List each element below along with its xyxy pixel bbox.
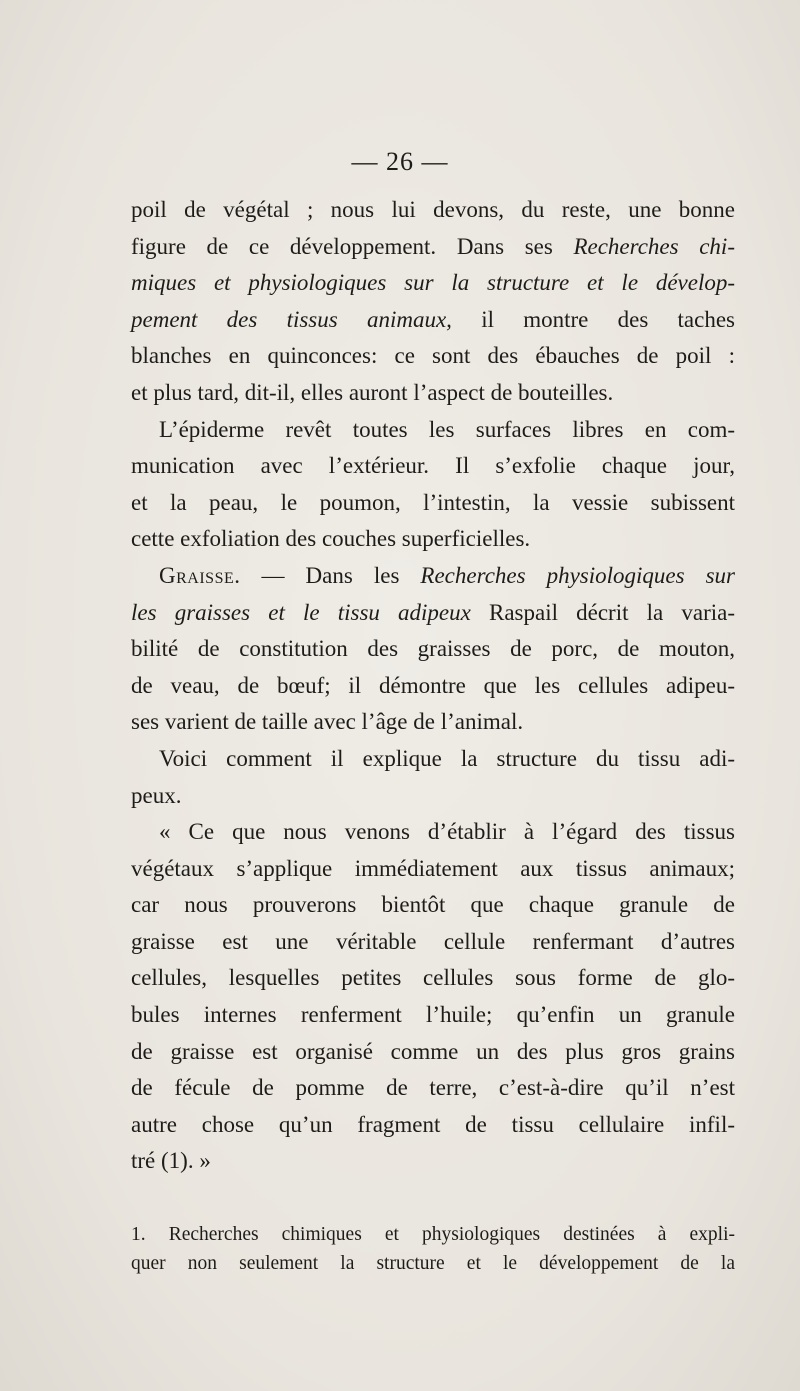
paragraph <box>131 412 735 558</box>
paragraph <box>131 741 735 814</box>
text-line <box>131 778 735 815</box>
text-line <box>131 375 735 412</box>
text-run: graisse est une véritable cellule renfermant d’autres <box>131 928 735 954</box>
text-line <box>131 302 735 339</box>
text-line <box>131 814 735 851</box>
text-run: de graisse est organisé comme un des plus gros grains <box>131 1038 735 1064</box>
text-line <box>131 595 735 632</box>
text-line <box>131 521 735 558</box>
italic-title: miques et physiologiques sur la structure et le dévelop- <box>131 270 735 296</box>
text-run: figure de ce développement. Dans ses <box>131 233 574 259</box>
text-run: de veau, de bœuf; il démontre que les cellules adipeu- <box>131 672 735 698</box>
paragraph <box>131 814 735 1180</box>
text-line <box>131 485 735 522</box>
text-run: « Ce que nous venons d’établir à l’égard des tissus <box>159 819 735 845</box>
footnotes <box>131 1220 735 1278</box>
text-run: de fécule de pomme de terre, c’est-à-dire qu’il n’est <box>131 1075 735 1101</box>
text-line <box>131 1143 735 1180</box>
text-run: et plus tard, dit-il, elles auront l’aspect de bouteilles. <box>131 379 614 405</box>
italic-title: Recherches physiologiques sur <box>420 562 735 588</box>
text-run: blanches en quinconces: ce sont des ébauches de poil : <box>131 343 735 369</box>
text-line <box>131 412 735 449</box>
text-line <box>131 1249 735 1278</box>
text-line <box>131 229 735 266</box>
text-line <box>131 1070 735 1107</box>
text-line <box>131 704 735 741</box>
italic-title: les graisses et le tissu adipeux <box>131 599 471 625</box>
italic-title: Recherches chi- <box>573 233 735 259</box>
text-line <box>131 1220 735 1249</box>
text-run: il montre des taches <box>451 306 736 332</box>
text-run: L’épiderme revêt toutes les surfaces libres en com- <box>159 416 735 442</box>
text-run: Raspail décrit la varia- <box>470 599 735 625</box>
text-line <box>131 997 735 1034</box>
body-text <box>131 192 735 1180</box>
footnote <box>131 1220 735 1278</box>
text-run: peux. <box>131 782 182 808</box>
page-number: — 26 — <box>351 147 449 176</box>
text-line <box>131 192 735 229</box>
text-line <box>131 668 735 705</box>
text-line <box>131 887 735 924</box>
text-line <box>131 338 735 375</box>
section-heading: Graisse. <box>159 562 241 588</box>
text-run: — Dans les <box>240 562 421 588</box>
text-run: quer non seulement la structure et le développement de la <box>131 1253 735 1274</box>
text-line <box>131 851 735 888</box>
text-run: cette exfoliation des couches superficielles. <box>131 526 531 552</box>
paragraph <box>131 192 735 412</box>
text-run: poil de végétal ; nous lui devons, du reste, une bonne <box>131 197 735 222</box>
text-line <box>131 265 735 302</box>
text-run: tré (1). » <box>131 1148 211 1174</box>
text-run: bilité de constitution des graisses de porc, de mouton, <box>131 636 735 662</box>
paragraph <box>131 558 735 741</box>
text-line <box>131 960 735 997</box>
text-line <box>131 631 735 668</box>
text-run: et la peau, le poumon, l’intestin, la vessie subissent <box>131 489 735 515</box>
text-run: Voici comment il explique la structure du tissu adi- <box>159 745 735 771</box>
text-run: munication avec l’extérieur. Il s’exfolie chaque jour, <box>131 453 735 479</box>
italic-title: pement des tissus animaux, <box>131 306 452 332</box>
text-line <box>131 448 735 485</box>
text-run: bules internes renferment l’huile; qu’enfin un granule <box>131 1002 735 1028</box>
text-run: végétaux s’applique immédiatement aux tissus animaux; <box>131 855 735 881</box>
text-run: autre chose qu’un fragment de tissu cellulaire infil- <box>131 1111 735 1137</box>
text-line <box>131 558 735 595</box>
text-run: cellules, lesquelles petites cellules sous forme de glo- <box>131 965 735 991</box>
text-run: ses varient de taille avec l’âge de l’animal. <box>131 709 524 735</box>
text-run: car nous prouverons bientôt que chaque granule de <box>131 892 735 918</box>
text-run: 1. Recherches chimiques et physiologiques destinées à expli- <box>131 1224 735 1245</box>
text-line <box>131 1107 735 1144</box>
text-line <box>131 1034 735 1071</box>
text-line <box>131 924 735 961</box>
text-line <box>131 741 735 778</box>
